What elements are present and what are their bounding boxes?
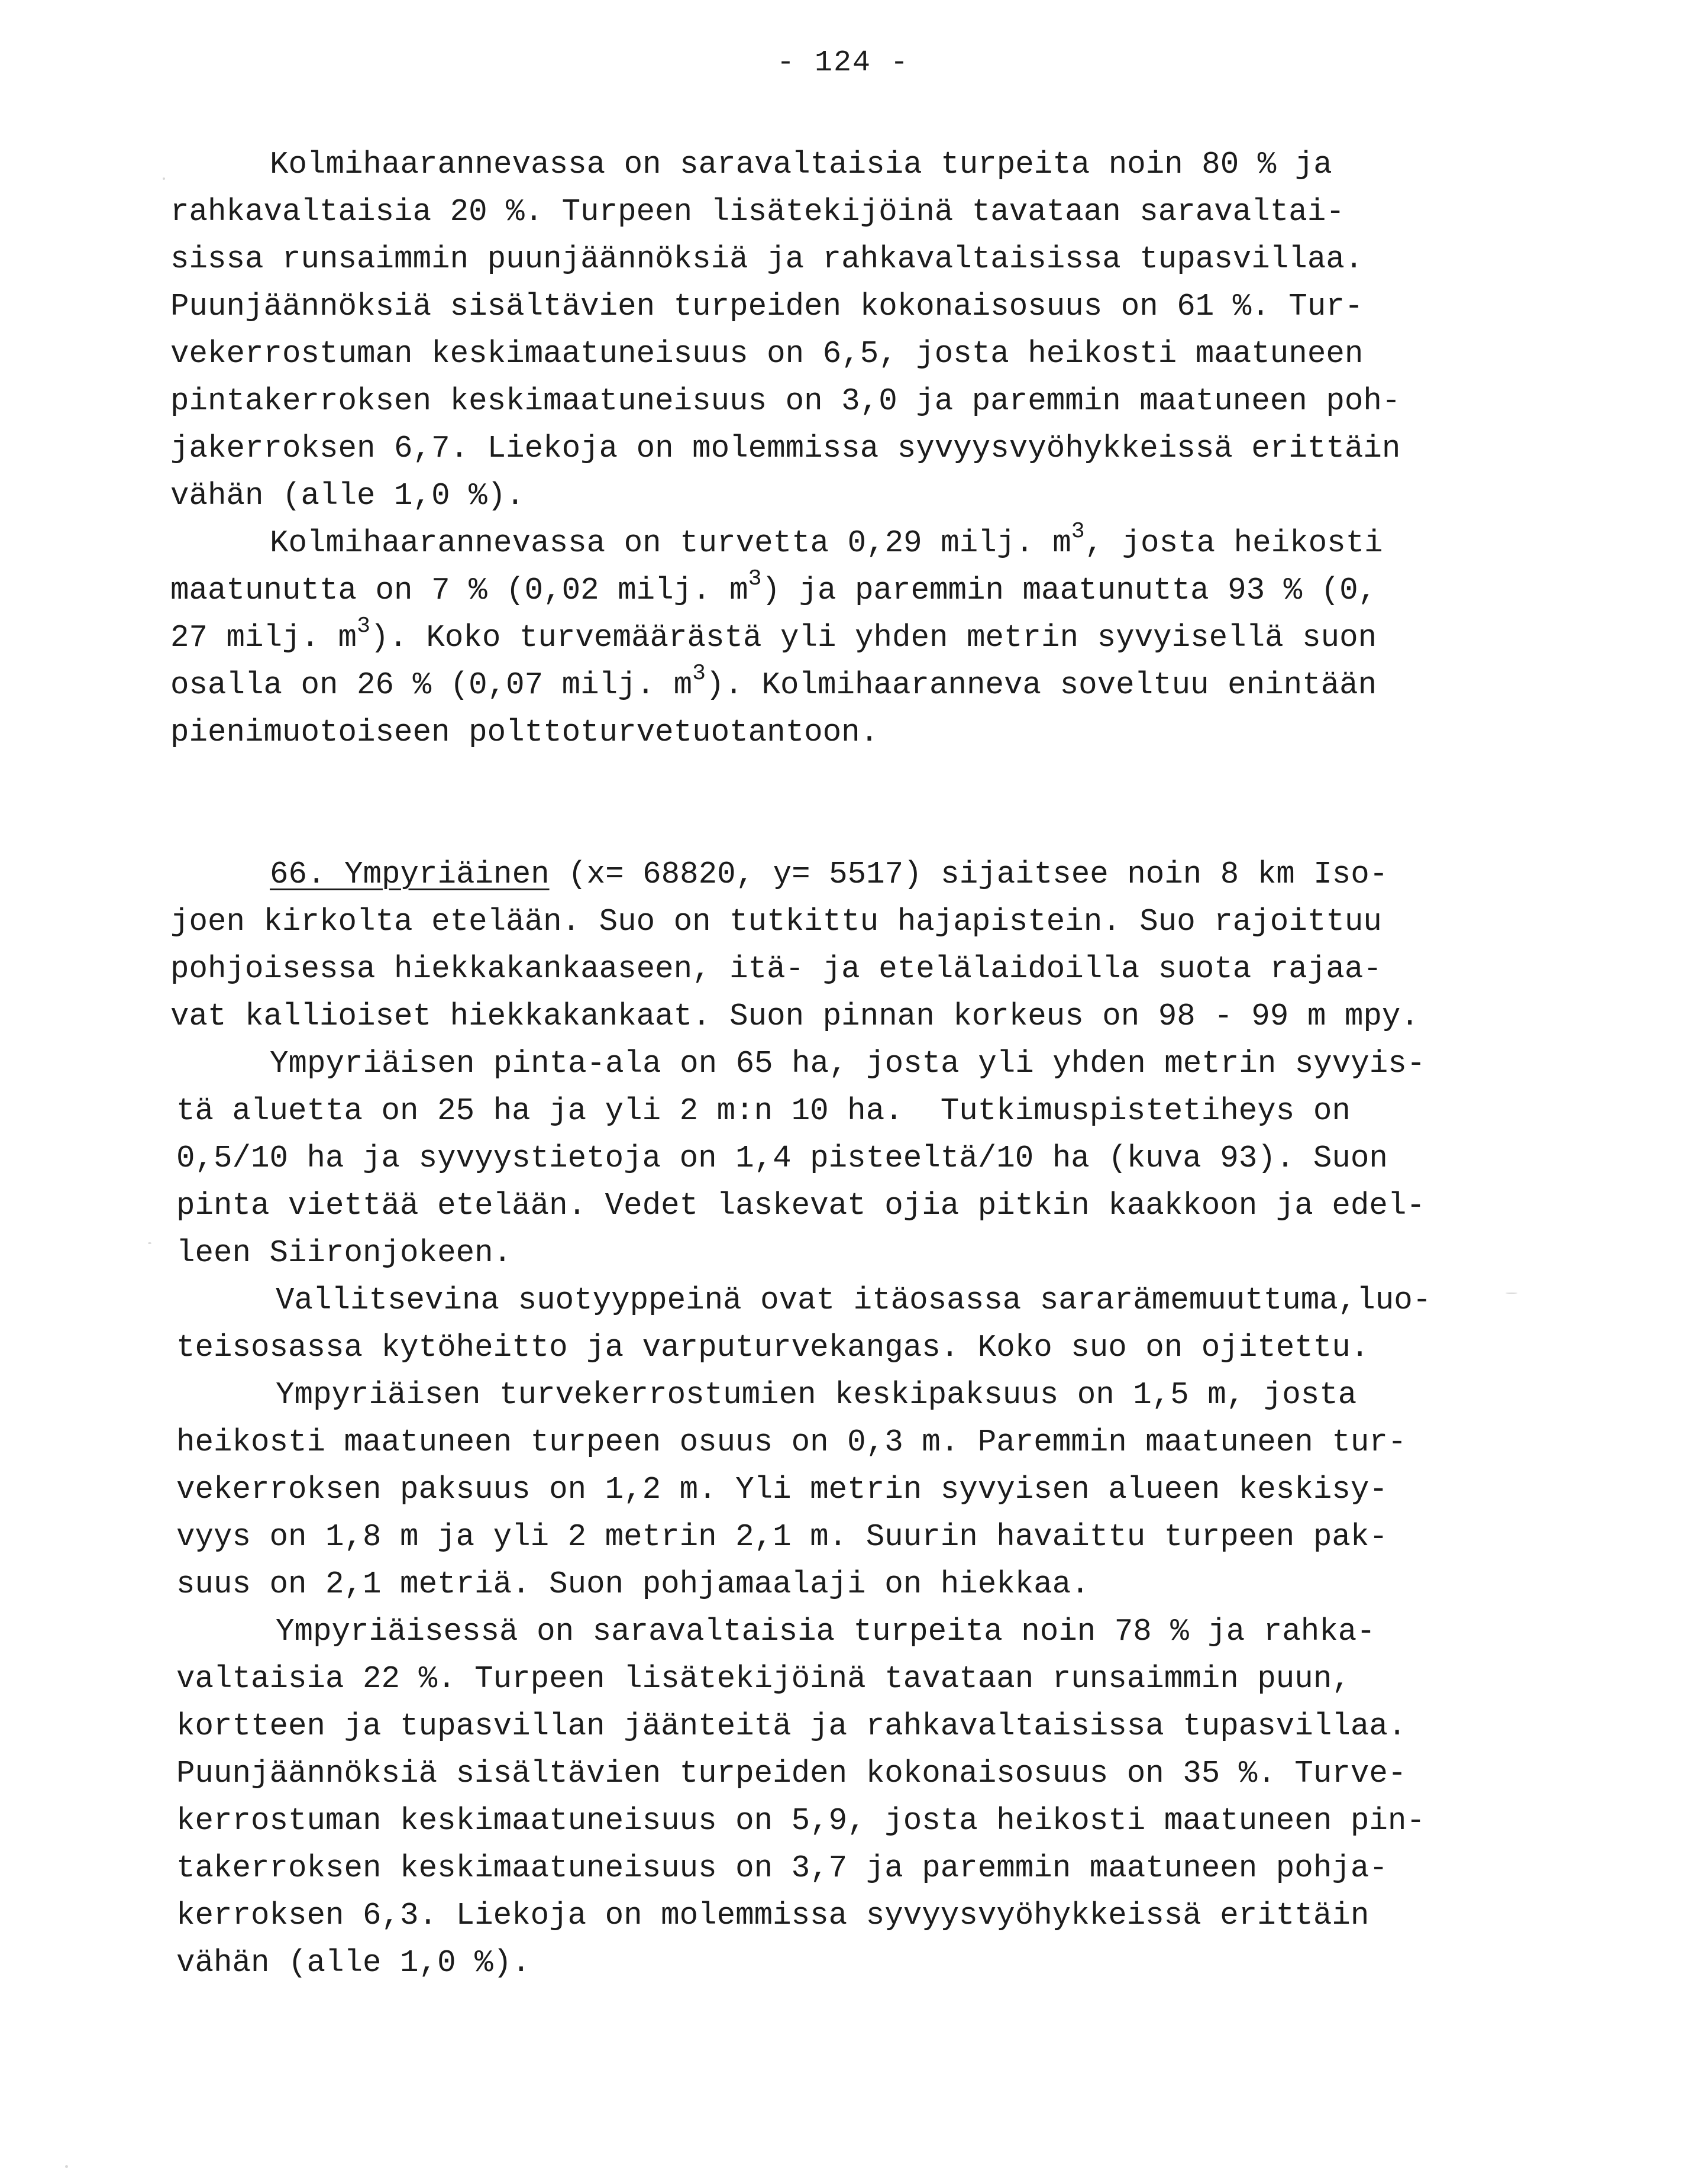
text-run: ). Koko turvemäärästä yli yhden metrin syvyisellä suon bbox=[370, 620, 1377, 655]
scan-speck bbox=[163, 177, 165, 180]
paragraph-line: vekerrostuman keskimaatuneisuus on 6,5, josta heikosti maatuneen bbox=[170, 336, 1364, 371]
paragraph-line: valtaisia 22 %. Turpeen lisätekijöinä tavataan runsaimmin puun, bbox=[176, 1661, 1351, 1697]
superscript: 3 bbox=[357, 613, 370, 639]
paragraph-line: Kolmihaarannevassa on saravaltaisia turpeita noin 80 % ja bbox=[270, 147, 1332, 182]
paragraph-line: pohjoisessa hiekkakankaaseen, itä- ja etelälaidoilla suota rajaa- bbox=[170, 951, 1382, 987]
paragraph-line: Puunjäännöksiä sisältävien turpeiden kokonaisosuus on 61 %. Tur- bbox=[170, 289, 1364, 324]
paragraph-line: Ympyriäisen pinta-ala on 65 ha, josta yli yhden metrin syvyis- bbox=[270, 1046, 1426, 1081]
paragraph-line: kerroksen 6,3. Liekoja on molemmissa syvyysvyöhykkeissä erittäin bbox=[176, 1898, 1370, 1933]
text-run: osalla on 26 % (0,07 milj. m bbox=[170, 667, 693, 703]
paragraph-line bbox=[170, 566, 1377, 608]
paragraph-line: pintakerroksen keskimaatuneisuus on 3,0 ja paremmin maatuneen poh- bbox=[170, 383, 1401, 419]
text-run: Kolmihaarannevassa on turvetta 0,29 milj. m bbox=[270, 525, 1071, 561]
page-number: - 124 - bbox=[776, 46, 910, 80]
paragraph-line: vat kallioiset hiekkakankaat. Suon pinnan korkeus on 98 - 99 m mpy. bbox=[170, 999, 1419, 1034]
paragraph-line: vyys on 1,8 m ja yli 2 metrin 2,1 m. Suurin havaittu turpeen pak- bbox=[176, 1519, 1388, 1555]
paragraph-line: joen kirkolta etelään. Suo on tutkittu hajapistein. Suo rajoittuu bbox=[170, 904, 1382, 939]
paragraph-line: pienimuotoiseen polttoturvetuotantoon. bbox=[170, 715, 879, 750]
scan-speck bbox=[148, 1242, 151, 1244]
text-run: , josta heikosti bbox=[1084, 525, 1383, 561]
paragraph-line: kortteen ja tupasvillan jäänteitä ja rahkavaltaisissa tupasvillaa. bbox=[176, 1708, 1407, 1744]
text-run: ) ja paremmin maatunutta 93 % (0, bbox=[761, 573, 1377, 608]
paragraph-line: Ympyriäisessä on saravaltaisia turpeita noin 78 % ja rahka- bbox=[276, 1614, 1375, 1649]
paragraph-line: pinta viettää etelään. Vedet laskevat ojia pitkin kaakkoon ja edel- bbox=[176, 1188, 1425, 1223]
scan-speck bbox=[1506, 1293, 1517, 1294]
superscript: 3 bbox=[692, 660, 706, 686]
paragraph-line: suus on 2,1 metriä. Suon pohjamaalaji on hiekkaa. bbox=[176, 1566, 1090, 1602]
paragraph-line bbox=[270, 518, 1383, 561]
scan-speck bbox=[65, 2165, 68, 2168]
section-heading-line bbox=[270, 857, 1388, 892]
paragraph-line: leen Siironjokeen. bbox=[176, 1235, 512, 1271]
paragraph-line: 0,5/10 ha ja syvyystietoja on 1,4 pisteeltä/10 ha (kuva 93). Suon bbox=[176, 1141, 1388, 1176]
text-run: maatunutta on 7 % (0,02 milj. m bbox=[170, 573, 748, 608]
text-run: ). Kolmihaaranneva soveltuu enintään bbox=[705, 667, 1377, 703]
paragraph-line: vekerroksen paksuus on 1,2 m. Yli metrin syvyisen alueen keskisy- bbox=[176, 1472, 1388, 1507]
paragraph-line: rahkavaltaisia 20 %. Turpeen lisätekijöinä tavataan saravaltai- bbox=[170, 194, 1345, 230]
text-run: 27 milj. m bbox=[170, 620, 357, 655]
paragraph-line bbox=[170, 613, 1377, 655]
paragraph-line: vähän (alle 1,0 %). bbox=[176, 1945, 531, 1981]
paragraph-line: Vallitsevina suotyyppeinä ovat itäosassa sararämemuuttuma,luo- bbox=[276, 1282, 1432, 1318]
superscript: 3 bbox=[748, 566, 762, 592]
paragraph-line: heikosti maatuneen turpeen osuus on 0,3 m. Paremmin maatuneen tur- bbox=[176, 1424, 1407, 1460]
paragraph-line: tä aluetta on 25 ha ja yli 2 m:n 10 ha. Tutkimuspistetiheys on bbox=[176, 1093, 1351, 1129]
superscript: 3 bbox=[1071, 518, 1085, 544]
paragraph-line: Ympyriäisen turvekerrostumien keskipaksuus on 1,5 m, josta bbox=[276, 1377, 1357, 1413]
paragraph-line: Puunjäännöksiä sisältävien turpeiden kokonaisosuus on 35 %. Turve- bbox=[176, 1756, 1407, 1791]
paragraph-line: teisosassa kytöheitto ja varputurvekangas. Koko suo on ojitettu. bbox=[176, 1330, 1370, 1365]
paragraph-line bbox=[170, 660, 1377, 703]
paragraph-line: jakerroksen 6,7. Liekoja on molemmissa syvyysvyöhykkeissä erittäin bbox=[170, 431, 1401, 466]
section-heading: 66. Ympyriäinen bbox=[270, 857, 550, 892]
paragraph-line: kerrostuman keskimaatuneisuus on 5,9, josta heikosti maatuneen pin- bbox=[176, 1803, 1425, 1839]
paragraph-line: takerroksen keskimaatuneisuus on 3,7 ja paremmin maatuneen pohja- bbox=[176, 1850, 1388, 1886]
text-run: (x= 68820, y= 5517) sijaitsee noin 8 km Iso- bbox=[549, 857, 1388, 892]
paragraph-line: vähän (alle 1,0 %). bbox=[170, 478, 525, 513]
paragraph-line: sissa runsaimmin puunjäännöksiä ja rahkavaltaisissa tupasvillaa. bbox=[170, 241, 1364, 277]
